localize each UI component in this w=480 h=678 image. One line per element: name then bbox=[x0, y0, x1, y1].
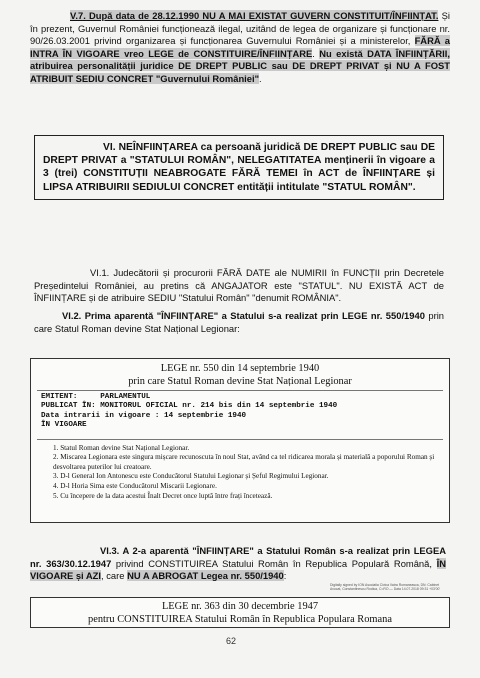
section-v7-highlight-1: FĂRĂ a INTRA ÎN VIGOARE vreo LEGE de CONSTITUIRE/ÎNFIINȚARE bbox=[30, 35, 450, 59]
law-550-article: 5. Cu începere de la data acestui Înalt Decret once luptă între frați încetează. bbox=[53, 491, 273, 500]
section-vi1 bbox=[34, 267, 444, 305]
section-vi3-highlight-2: NU A ABROGAT Legea nr. 550/1940 bbox=[127, 570, 284, 582]
law-550-meta-publicat: PUBLICAT ÎN: MONITORUL OFICIAL nr. 214 bis din 14 septembrie 1940 bbox=[41, 402, 338, 411]
law-550-article: 4. D-l Horia Sima este Conducătorul Miscarii Legionare. bbox=[53, 482, 217, 490]
section-v7-highlight-2: Nu există DATA ÎNFIINȚĂRII, atribuirea personalității juridice DE DREPT PUBLIC sau DE DREPT PRIVAT și NU A FOST ATRIBUIT SEDIU CONCRET "Guvernului României" bbox=[30, 47, 450, 84]
section-v7-text-3: . bbox=[259, 72, 262, 84]
section-v7-heading: V.7. După data de 28.12.1990 NU A MAI EXISTAT GUVERN CONSTITUIT/ÎNFIINȚAT. bbox=[70, 10, 439, 21]
section-vi3-text-1: privind CONSTITUIREA Statului Român în Republica Populară Română, bbox=[111, 557, 437, 569]
section-vi3 bbox=[30, 545, 446, 583]
law-550-meta-status: ÎN VIGOARE bbox=[41, 421, 87, 430]
section-vi-heading: VI. NEÎNFIINȚAREA ca persoană juridică DE DREPT PUBLIC sau DE DREPT PRIVAT a "STATULUI ROMÂN", NELEGATITATEA menținerii în vigoare a 3 (trei) CONSTITUȚII NEABROGATE FĂRĂ TEMEI în ACT de ÎNFIINȚARE și LIPSA ATRIBUIRII SEDIULUI CONCRET entității intitulate "STATUL ROMÂN". bbox=[43, 142, 435, 193]
law-550-article: 2. Miscarea Legionara este singura mișcare recunoscuta în noul Stat, având ca tel ridicarea morala și materială a poporului Roman și desvoltarea puterilor lui creatoare. bbox=[53, 453, 435, 471]
law-363-box bbox=[30, 597, 450, 628]
law-550-separator-2 bbox=[37, 439, 443, 440]
law-550-articles bbox=[53, 444, 449, 502]
section-v7-text-1: Și în prezent, Guvernul României funcționează ilegal, uzitând de legea de organizare și funcționare nr. 90/26.03.2001 privind organizarea și funcționarea Guvernului României și a ministerelor, bbox=[30, 10, 450, 47]
law-363-subtitle: pentru CONSTITUIREA Statului Român în Republica Populara Romana bbox=[88, 614, 392, 625]
section-vi3-text-3: : bbox=[283, 570, 287, 582]
page-number: 62 bbox=[226, 636, 237, 646]
law-550-subtitle: prin care Statul Roman devine Stat Național Legionar bbox=[128, 376, 352, 387]
law-550-meta-data: Data intrarii in vigoare : 14 septembrie 1940 bbox=[41, 411, 247, 420]
section-vi2 bbox=[34, 310, 444, 335]
digital-signature-stamp: Digitally signed by ION Asociatia Civica Vatra Romaneasca, DN: Cabinet Avocat, Constantinescu Rodica, C=RO — Data 14.07.2018 09:31 +03'00' bbox=[330, 583, 440, 591]
law-550-meta-emitent: EMITENT: PARLAMENTUL bbox=[41, 393, 151, 401]
section-v7-text-2: . bbox=[312, 47, 320, 59]
law-550-box bbox=[30, 358, 450, 523]
section-vi3-highlight-1: ÎN VIGOARE și AZI bbox=[30, 557, 446, 582]
section-vi3-text-2: , care bbox=[101, 570, 128, 582]
law-550-separator bbox=[37, 390, 443, 391]
section-vi2-heading: VI.2. Prima aparentă "ÎNFIINȚARE" a Statului s-a realizat prin LEGE nr. 550/1940 bbox=[62, 310, 425, 321]
section-vi2-text: prin care Statul Roman devine Stat Național Legionar: bbox=[34, 310, 444, 334]
law-550-title: LEGE nr. 550 din 14 septembrie 1940 bbox=[160, 363, 320, 374]
law-363-title: LEGE nr. 363 din 30 decembrie 1947 bbox=[161, 601, 319, 612]
section-vi1-text: VI.1. Judecătorii și procurorii FĂRĂ DATE ale NUMIRII în FUNCȚII prin Decretele Președintelui României, au pretins că ANGAJATOR este "STATUL". NU EXISTĂ ACT de ÎNFIINȚARE și de atribuire SEDIU "Statului Român" "denumit ROMÂNIA". bbox=[34, 267, 444, 304]
section-vi-box bbox=[34, 135, 444, 200]
section-v7 bbox=[30, 10, 450, 86]
section-vi3-heading: VI.3. A 2-a aparentă "ÎNFIINȚARE" a Statului Român s-a realizat prin LEGEA nr. 363/30.12.1947 bbox=[30, 545, 446, 569]
law-550-article: 1. Statul Roman devine Stat Național Legionar. bbox=[53, 443, 190, 452]
law-550-article: 3. D-l General Ion Antonescu este Conducătorul Statului Legionar și Șeful Regimului Legionar. bbox=[53, 472, 329, 481]
